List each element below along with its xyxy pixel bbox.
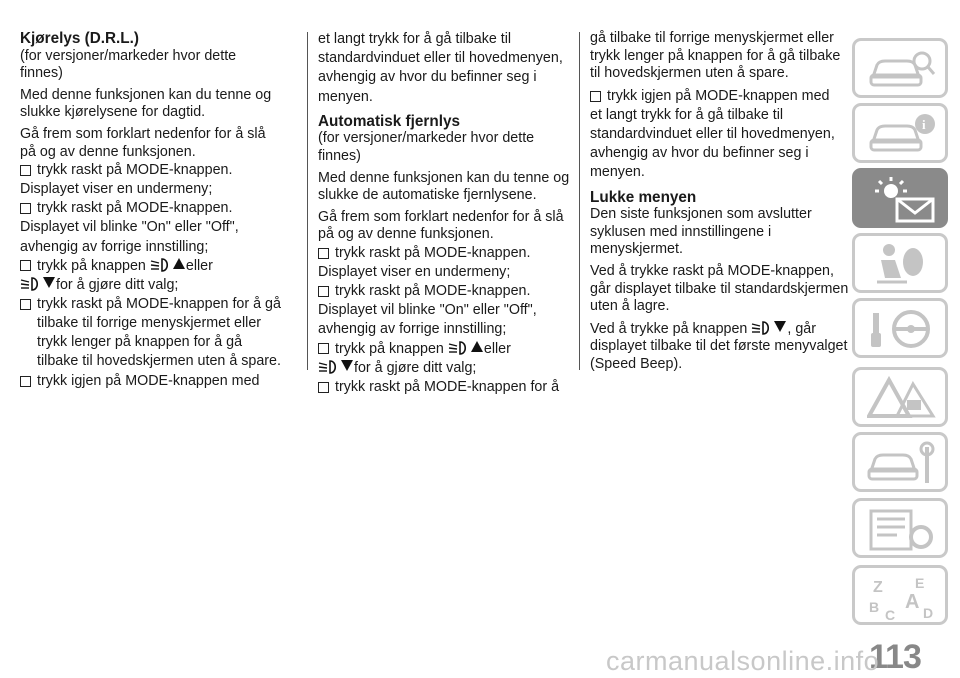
section-heading-auto-high-beam: Automatisk fjernlys [318,112,460,130]
checkbox-icon [318,382,329,393]
nav-tab-safety[interactable] [852,233,948,293]
bullet-item: trykk på knappen eller for å gjøre ditt valg; [20,257,282,295]
arrow-down-icon [341,360,353,371]
car-search-icon [867,47,937,91]
light-beam-icon [20,276,40,292]
bullet-item: trykk raskt på MODE-knappen for å gå tilbake til forrige menyskjermet eller trykk lenger på knappen for å gå tilbake til hovedskjermen uten å spare. [20,295,282,372]
svg-text:D: D [923,605,934,621]
checkbox-icon [20,203,31,214]
specs-icon [867,507,937,553]
section-heading-drl: Kjørelys (D.R.L.) [20,30,139,47]
paragraph: Ved å trykke raskt på MODE-knappen, går displayet tilbake til standardskjermen uten å lagre. [590,262,849,315]
light-beam-icon [150,257,170,273]
line: Displayet viser en undermeny; [318,263,511,280]
checkbox-icon [20,299,31,310]
nav-tab-car-search[interactable] [852,38,948,98]
checkbox-icon [590,91,601,102]
index-icon [867,574,937,626]
svg-text:C: C [885,607,896,623]
airbag-icon [867,242,937,288]
bullet-item: trykk raskt på MODE-knappen for å [318,378,580,397]
line: Displayet viser en undermeny; [20,181,213,198]
bullet-item: trykk igjen på MODE-knappen med [20,372,282,391]
svg-text:i: i [922,117,926,132]
checkbox-icon [318,343,329,354]
emergency-icon [867,376,937,422]
warning-lights-icon [867,177,939,225]
nav-tab-service[interactable] [852,432,948,492]
watermark-text: carmanualsonline.info [606,646,880,676]
car-service-icon [867,441,937,487]
svg-text:E: E [915,575,925,591]
steering-icon [867,307,937,353]
column-2 [318,30,580,397]
section-heading-close-menu: Lukke menyen [590,188,697,206]
paragraph-continued: et langt trykk for å gå tilbake til standardvinduet eller til hovedmenyen, avhengig av hvor du befinner seg i menyen. [590,106,835,181]
nav-tab-specs[interactable] [852,498,948,558]
nav-tab-emergency[interactable] [852,367,948,427]
light-beam-icon [751,320,771,336]
bullet-item: trykk raskt på MODE-knappen. [20,199,282,218]
paragraph: Den siste funksjonen som avslutter syklusen med innstillingene i menyskjermet. [590,206,812,258]
paragraph: Gå frem som forklart nedenfor for å slå på og av denne funksjonen. [318,208,564,243]
version-note: (for versjoner/markeder hvor dette finnes) [20,47,237,82]
column-divider [307,32,308,370]
column-1 [20,30,282,391]
svg-text:Z: Z [873,579,883,596]
line: Displayet vil blinke "On" eller "Off", avhengig av forrige innstilling; [20,219,239,255]
line: Displayet vil blinke "On" eller "Off", avhengig av forrige innstilling; [318,302,537,338]
paragraph: Med denne funksjonen kan du tenne og slukke de automatiske fjernlysene. [318,169,570,204]
svg-text:B: B [869,599,880,615]
car-info-icon [867,112,937,156]
checkbox-icon [20,165,31,176]
column-3 [590,30,852,378]
bullet-item: trykk igjen på MODE-knappen med [590,87,852,106]
arrow-up-icon [471,341,483,352]
page-number: 113 [869,638,921,676]
paragraph: Gå frem som forklart nedenfor for å slå på og av denne funksjonen. [20,125,266,160]
nav-tab-warning-lights[interactable] [852,168,948,228]
arrow-down-icon [43,277,55,288]
bullet-item: trykk raskt på MODE-knappen. [318,282,580,301]
nav-tab-start-driving[interactable] [852,298,948,358]
paragraph-continued: et langt trykk for å gå tilbake til standardvinduet eller til hovedmenyen, avhengig av hvor du befinner seg i menyen. [318,31,563,105]
nav-tab-car-info[interactable] [852,103,948,163]
version-note: (for versjoner/markeder hvor dette finnes) [318,130,535,164]
svg-text:A: A [905,591,920,613]
bullet-item: trykk på knappen eller for å gjøre ditt valg; [318,340,580,378]
column-divider [579,32,580,370]
checkbox-icon [20,260,31,271]
arrow-up-icon [173,258,185,269]
bullet-item: trykk raskt på MODE-knappen. [318,244,580,263]
paragraph-continued: gå tilbake til forrige menyskjermet eller trykk lenger på knappen for å gå tilbake til hovedskjermen uten å spare. [590,30,841,82]
paragraph: Ved å trykke på knappen , går displayet tilbake til det første menyvalget (Speed Beep). [590,320,848,372]
checkbox-icon [318,248,329,259]
paragraph: Med denne funksjonen kan du tenne og slukke kjørelysene for dagtid. [20,86,272,121]
light-beam-icon [448,340,468,356]
checkbox-icon [20,376,31,387]
light-beam-icon [318,359,338,375]
arrow-down-icon [774,321,786,332]
nav-tab-index[interactable] [852,565,948,625]
checkbox-icon [318,286,329,297]
bullet-item: trykk raskt på MODE-knappen. [20,161,282,180]
